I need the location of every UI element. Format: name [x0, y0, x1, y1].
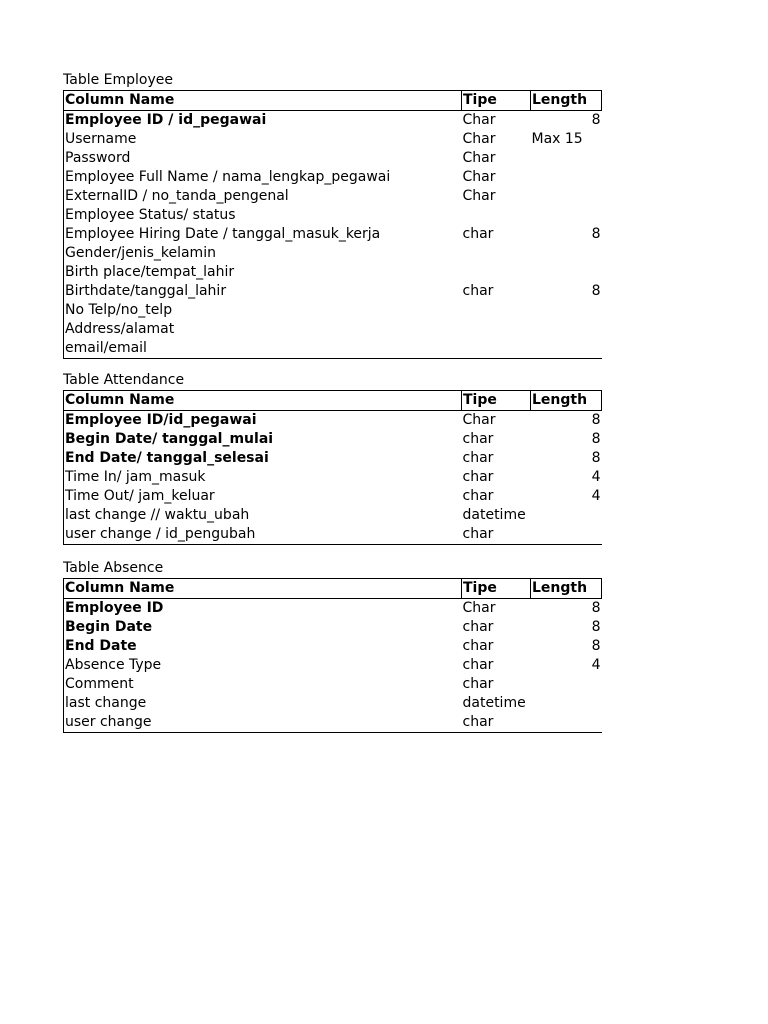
length-cell: 8 — [591, 431, 601, 447]
table-row — [64, 713, 602, 733]
length-cell — [531, 675, 602, 694]
column-name-cell: Birthdate/tanggal_lahir — [64, 282, 462, 301]
table-row — [64, 468, 602, 487]
column-header-length: Length — [531, 91, 602, 111]
column-name-cell: last change // waktu_ubah — [64, 506, 462, 525]
table-row — [64, 130, 602, 149]
table-row — [64, 111, 602, 131]
column-header-length: Length — [531, 579, 602, 599]
type-cell — [462, 263, 531, 282]
attendance-table — [63, 390, 602, 545]
type-cell: Char — [462, 150, 496, 166]
column-name-cell: Absence Type — [64, 656, 462, 675]
length-cell — [531, 244, 602, 263]
table-row — [64, 487, 602, 506]
table-row — [64, 525, 602, 545]
length-cell: 8 — [591, 412, 601, 428]
column-name-cell: Begin Date — [64, 618, 462, 637]
employee-table-section — [63, 71, 601, 359]
type-cell: char — [462, 431, 494, 447]
length-cell: 8 — [591, 638, 601, 654]
length-cell: 4 — [591, 657, 601, 673]
table-row — [64, 301, 602, 320]
type-cell: char — [462, 638, 494, 654]
column-name-cell: Comment — [64, 675, 462, 694]
length-cell — [531, 149, 602, 168]
header-row — [64, 91, 602, 111]
header-row — [64, 579, 602, 599]
column-header-type: Tipe — [462, 391, 531, 411]
length-cell — [531, 206, 602, 225]
table-row — [64, 168, 602, 187]
table-row — [64, 339, 602, 359]
length-cell: 8 — [591, 619, 601, 635]
absence-table-section — [63, 559, 601, 733]
table-row — [64, 225, 602, 244]
length-cell: Max 15 — [531, 131, 583, 147]
table-row — [64, 244, 602, 263]
type-cell: Char — [462, 112, 496, 128]
column-name-cell: user change / id_pengubah — [64, 525, 462, 545]
table-row — [64, 149, 602, 168]
column-header-type: Tipe — [462, 91, 531, 111]
column-name-cell: Username — [64, 130, 462, 149]
length-cell — [531, 168, 602, 187]
table-row — [64, 263, 602, 282]
type-cell: char — [462, 657, 494, 673]
table-caption: Table Absence — [63, 560, 164, 576]
type-cell — [462, 244, 531, 263]
header-row — [64, 391, 602, 411]
column-name-cell: ExternalID / no_tanda_pengenal — [64, 187, 462, 206]
table-caption: Table Employee — [63, 72, 173, 88]
length-cell: 8 — [591, 283, 601, 299]
employee-table — [63, 90, 602, 359]
table-row — [64, 187, 602, 206]
table-row — [64, 320, 602, 339]
column-name-cell: Gender/jenis_kelamin — [64, 244, 462, 263]
attendance-table-section — [63, 371, 601, 545]
table-row — [64, 506, 602, 525]
length-cell — [531, 301, 602, 320]
length-cell: 8 — [591, 112, 601, 128]
column-name-cell: Employee ID / id_pegawai — [64, 111, 462, 131]
type-cell: char — [462, 450, 494, 466]
column-header-name: Column Name — [64, 391, 462, 411]
type-cell — [462, 301, 531, 320]
length-cell — [531, 263, 602, 282]
column-name-cell: Employee Hiring Date / tanggal_masuk_kerja — [64, 225, 462, 244]
column-name-cell: email/email — [64, 339, 462, 359]
type-cell: char — [462, 525, 531, 545]
column-name-cell: End Date — [64, 637, 462, 656]
type-cell: Char — [462, 188, 496, 204]
type-cell: char — [462, 676, 494, 692]
length-cell: 8 — [591, 450, 601, 466]
type-cell: char — [462, 469, 494, 485]
table-row — [64, 618, 602, 637]
absence-table — [63, 578, 602, 733]
column-name-cell: No Telp/no_telp — [64, 301, 462, 320]
type-cell — [462, 320, 531, 339]
length-cell — [531, 339, 602, 359]
column-name-cell: End Date/ tanggal_selesai — [64, 449, 462, 468]
column-header-length: Length — [531, 391, 602, 411]
length-cell — [531, 525, 602, 545]
length-cell — [531, 694, 602, 713]
type-cell: char — [462, 488, 494, 504]
column-name-cell: Employee ID — [64, 599, 462, 619]
length-cell — [531, 506, 602, 525]
table-row — [64, 411, 602, 431]
column-name-cell: last change — [64, 694, 462, 713]
column-name-cell: Employee Status/ status — [64, 206, 462, 225]
table-row — [64, 599, 602, 619]
type-cell: datetime — [462, 695, 526, 711]
type-cell: char — [462, 226, 494, 242]
table-caption: Table Attendance — [63, 372, 185, 388]
column-name-cell: Birth place/tempat_lahir — [64, 263, 462, 282]
length-cell — [531, 187, 602, 206]
type-cell: char — [462, 619, 494, 635]
table-row — [64, 430, 602, 449]
column-header-name: Column Name — [64, 91, 462, 111]
column-name-cell: Time Out/ jam_keluar — [64, 487, 462, 506]
table-row — [64, 637, 602, 656]
type-cell: datetime — [462, 507, 526, 523]
column-name-cell: Begin Date/ tanggal_mulai — [64, 430, 462, 449]
length-cell: 4 — [591, 469, 601, 485]
type-cell: Char — [462, 169, 496, 185]
column-name-cell: Time In/ jam_masuk — [64, 468, 462, 487]
type-cell: Char — [462, 131, 496, 147]
length-cell — [531, 320, 602, 339]
type-cell: char — [462, 713, 531, 733]
table-row — [64, 675, 602, 694]
length-cell: 8 — [591, 600, 601, 616]
type-cell: char — [462, 283, 494, 299]
table-row — [64, 206, 602, 225]
column-name-cell: Employee Full Name / nama_lengkap_pegawai — [64, 168, 462, 187]
column-name-cell: Password — [64, 149, 462, 168]
column-name-cell: Address/alamat — [64, 320, 462, 339]
table-row — [64, 694, 602, 713]
length-cell: 8 — [591, 226, 601, 242]
table-row — [64, 449, 602, 468]
column-name-cell: Employee ID/id_pegawai — [64, 411, 462, 431]
type-cell — [462, 339, 531, 359]
type-cell — [462, 206, 531, 225]
length-cell — [531, 713, 602, 733]
column-name-cell: user change — [64, 713, 462, 733]
type-cell: Char — [462, 412, 496, 428]
type-cell: Char — [462, 600, 496, 616]
table-row — [64, 282, 602, 301]
column-header-name: Column Name — [64, 579, 462, 599]
column-header-type: Tipe — [462, 579, 531, 599]
table-row — [64, 656, 602, 675]
length-cell: 4 — [591, 488, 601, 504]
